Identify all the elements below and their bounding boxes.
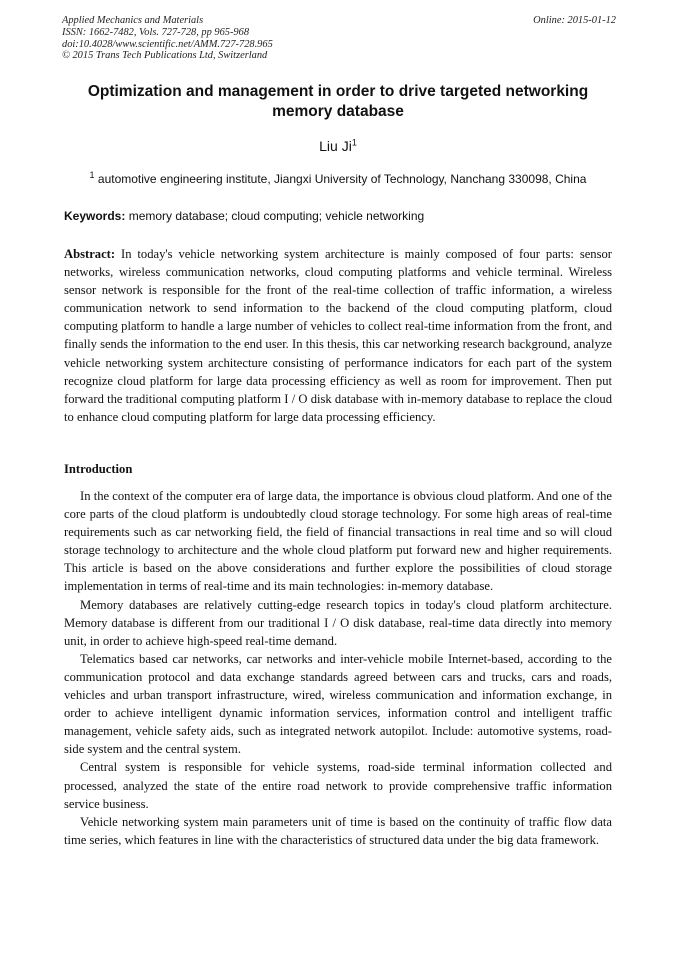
author-sup: 1 — [351, 137, 357, 148]
abstract-label: Abstract: — [64, 247, 116, 261]
affiliation-sup: 1 — [89, 170, 95, 180]
doi-line: doi:10.4028/www.scientific.net/AMM.727-728.965 — [62, 38, 273, 50]
author-line — [64, 138, 612, 154]
keywords-label: Keywords: — [64, 209, 126, 223]
intro-paragraph-5: Vehicle networking system main parameters unit of time is based on the continuity of traffic flow data time series, which features in line with the characteristics of structured data under the big data framework. — [64, 814, 612, 847]
abstract-paragraph — [64, 245, 612, 426]
issn-line: ISSN: 1662-7482, Vols. 727-728, pp 965-968 — [62, 26, 250, 38]
journal-header — [62, 15, 616, 62]
copyright-line: © 2015 Trans Tech Publications Ltd, Switzerland — [62, 50, 268, 62]
intro-paragraph-1: In the context of the computer era of large data, the importance is obvious cloud platform. And one of the core parts of the cloud platform is undoubtedly cloud storage technology. For some high areas of real-time requirements such as car networking field, the field of financial transactions in real time and so will cloud storage technology to architecture and the whole cloud platform put forward new and higher requirements. This article is based on the above considerations and further explore the possibilities of cloud storage implementation in terms of real-time and its main technologies: in-memory database. — [64, 489, 612, 594]
journal-name: Applied Mechanics and Materials — [62, 15, 204, 26]
introduction-body — [64, 487, 612, 849]
affiliation — [64, 172, 612, 186]
keywords-text: memory database; cloud computing; vehicle networking — [128, 209, 425, 223]
online-date: Online: 2015-01-12 — [533, 15, 616, 26]
author-name: Liu Ji — [319, 138, 352, 154]
keywords — [64, 209, 612, 223]
abstract — [64, 245, 612, 426]
abstract-text: In today's vehicle networking system architecture is mainly composed of four parts: sensor networks, wireless communication networks, cloud computing platforms and vehicle terminal. Wireless sensor network is responsible for the front of the real-time collection of traffic information, a wireless communication network to send information to the backend of the cloud computing platform, cloud computing platform to handle a large number of vehicles to collect real-time information from the front, and finally sends the information to the end user. In this thesis, this car networking research background, analyze vehicle networking system architecture consisting of performance indicators for each part of the system recognize cloud platform for large data processing efficiency as well as room for improvement. Then put forward the traditional computing platform I / O disk database with in-memory database to replace the cloud to enhance cloud computing platform for large data processing efficiency. — [64, 247, 612, 424]
introduction-heading: Introduction — [64, 462, 133, 476]
intro-paragraph-2: Memory databases are relatively cutting-edge research topics in today's cloud platform architecture. Memory database is different from our traditional I / O disk database, real-time data directly into memory unit, in order to achieve high-speed real-time demand. — [64, 597, 612, 648]
affiliation-text: automotive engineering institute, Jiangxi University of Technology, Nanchang 330098, China — [97, 172, 587, 186]
intro-paragraph-3: Telematics based car networks, car networks and inter-vehicle mobile Internet-based, according to the communication protocol and data exchange standards agreed between cars and trucks, cars and roads, vehicles and urban transport infrastructure, wired, wireless communication and information exchange, in order to achieve intelligent dynamic information services, information control and intelligent traffic management, vehicle safety aids, such as integrated network autopilot. Include: automotive systems, road-side system and the central system. — [64, 651, 612, 757]
intro-paragraph-4: Central system is responsible for vehicle systems, road-side terminal information collected and processed, analyzed the state of the entire road network to provide comprehensive traffic information service business. — [64, 760, 612, 811]
paper-title: Optimization and management in order to drive targeted networking memory database — [87, 83, 589, 120]
